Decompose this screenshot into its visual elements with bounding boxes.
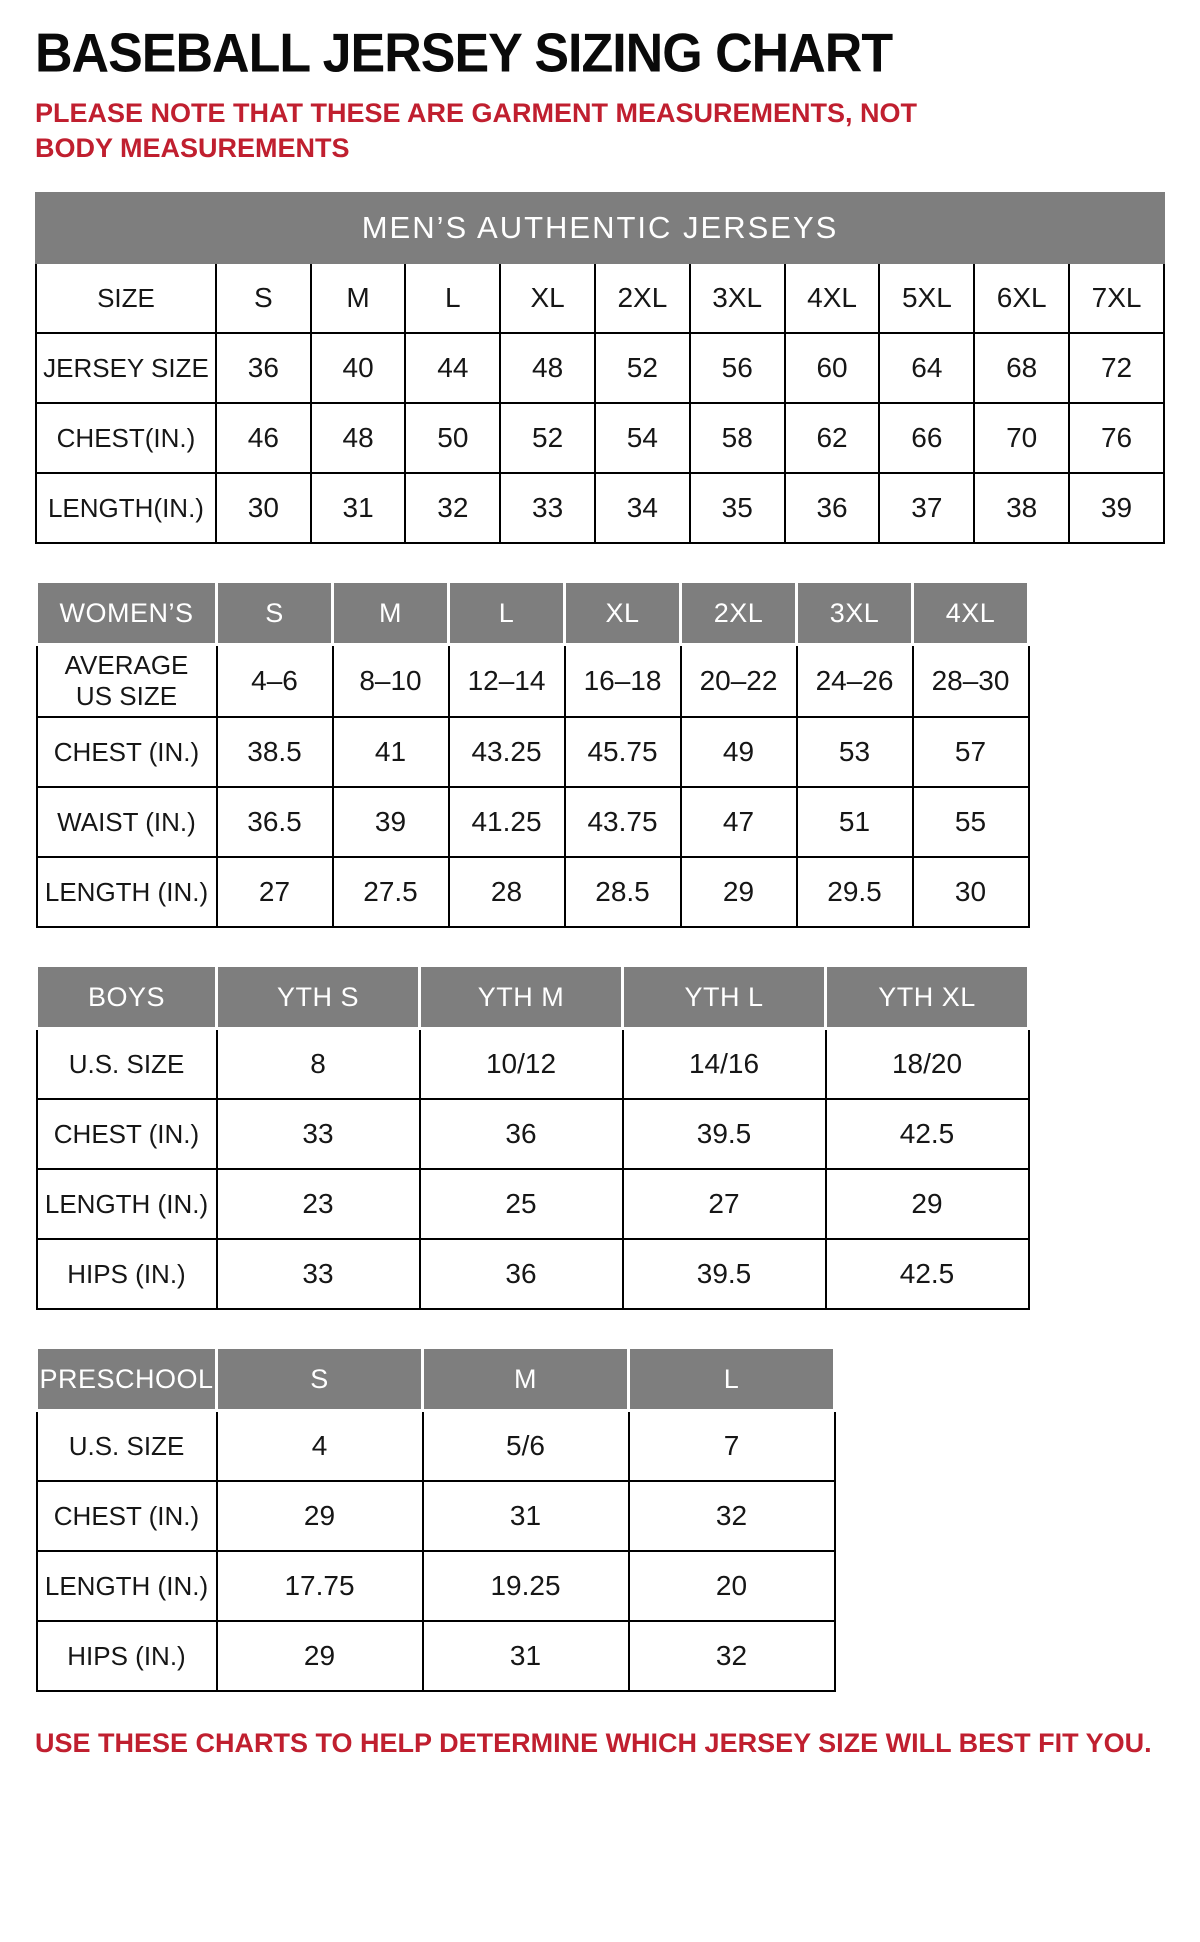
table-cell: 7 bbox=[629, 1411, 835, 1482]
table-cell: 31 bbox=[311, 473, 406, 543]
mens-sizing-table bbox=[35, 192, 1165, 544]
row-label: CHEST (IN.) bbox=[37, 717, 217, 787]
table-cell: 18/20 bbox=[826, 1029, 1029, 1100]
table-header-cell: 4XL bbox=[913, 582, 1029, 645]
table-cell: 48 bbox=[500, 333, 595, 403]
mens-jerseys-grid bbox=[35, 192, 1165, 544]
table-row bbox=[37, 1169, 1029, 1239]
preschool-jerseys-grid bbox=[35, 1346, 836, 1692]
table-cell: 32 bbox=[629, 1621, 835, 1691]
table-cell: 54 bbox=[595, 403, 690, 473]
table-cell: 31 bbox=[423, 1621, 629, 1691]
table-row bbox=[36, 263, 1164, 333]
table-header-cell: PRESCHOOL bbox=[37, 1348, 217, 1411]
table-cell: 4 bbox=[217, 1411, 423, 1482]
table-cell: 36 bbox=[216, 333, 311, 403]
table-cell: 47 bbox=[681, 787, 797, 857]
table-row bbox=[36, 403, 1164, 473]
table-cell: 53 bbox=[797, 717, 913, 787]
table-cell: 55 bbox=[913, 787, 1029, 857]
table-cell: 32 bbox=[405, 473, 500, 543]
row-label: JERSEY SIZE bbox=[36, 333, 216, 403]
table-cell: 29.5 bbox=[797, 857, 913, 927]
table-cell: 76 bbox=[1069, 403, 1164, 473]
table-header-cell: WOMEN’S bbox=[37, 582, 217, 645]
table-cell: 8 bbox=[217, 1029, 420, 1100]
table-row bbox=[37, 1029, 1029, 1100]
table-cell: 27.5 bbox=[333, 857, 449, 927]
table-cell: 33 bbox=[217, 1239, 420, 1309]
table-header-cell: YTH L bbox=[623, 966, 826, 1029]
table-cell: 52 bbox=[595, 333, 690, 403]
table-cell: 23 bbox=[217, 1169, 420, 1239]
table-cell: 2XL bbox=[595, 263, 690, 333]
table-cell: 48 bbox=[311, 403, 406, 473]
table-cell: 29 bbox=[217, 1621, 423, 1691]
table-header-cell: L bbox=[449, 582, 565, 645]
table-cell: 36 bbox=[420, 1239, 623, 1309]
table-row bbox=[37, 1621, 835, 1691]
table-header-cell: YTH M bbox=[420, 966, 623, 1029]
table-cell: 29 bbox=[217, 1481, 423, 1551]
table-cell: 39 bbox=[333, 787, 449, 857]
row-label: LENGTH(IN.) bbox=[36, 473, 216, 543]
table-cell: 57 bbox=[913, 717, 1029, 787]
mens-jerseys-banner: MEN’S AUTHENTIC JERSEYS bbox=[36, 193, 1164, 263]
table-cell: 32 bbox=[629, 1481, 835, 1551]
row-label: HIPS (IN.) bbox=[37, 1621, 217, 1691]
table-cell: 50 bbox=[405, 403, 500, 473]
table-header-cell: S bbox=[217, 582, 333, 645]
table-cell: 27 bbox=[623, 1169, 826, 1239]
table-header-cell: XL bbox=[565, 582, 681, 645]
table-cell: 29 bbox=[681, 857, 797, 927]
table-cell: 3XL bbox=[690, 263, 785, 333]
table-cell: 19.25 bbox=[423, 1551, 629, 1621]
table-cell: 52 bbox=[500, 403, 595, 473]
table-cell: 31 bbox=[423, 1481, 629, 1551]
table-row bbox=[37, 645, 1029, 718]
fit-advice-footer: USE THESE CHARTS TO HELP DETERMINE WHICH JERSEY SIZE WILL BEST FIT YOU. bbox=[35, 1728, 1152, 1759]
boys-sizing-table bbox=[35, 964, 1165, 1310]
table-row bbox=[37, 966, 1029, 1029]
row-label: SIZE bbox=[36, 263, 216, 333]
table-cell: 39.5 bbox=[623, 1099, 826, 1169]
table-cell: 16–18 bbox=[565, 645, 681, 718]
row-label: CHEST (IN.) bbox=[37, 1481, 217, 1551]
table-cell: L bbox=[405, 263, 500, 333]
row-label: U.S. SIZE bbox=[37, 1411, 217, 1482]
table-cell: 5/6 bbox=[423, 1411, 629, 1482]
table-row bbox=[37, 787, 1029, 857]
table-cell: 42.5 bbox=[826, 1239, 1029, 1309]
table-header-cell: L bbox=[629, 1348, 835, 1411]
row-label: LENGTH (IN.) bbox=[37, 857, 217, 927]
row-label: LENGTH (IN.) bbox=[37, 1169, 217, 1239]
table-cell: 39.5 bbox=[623, 1239, 826, 1309]
table-row bbox=[37, 1551, 835, 1621]
table-cell: 20–22 bbox=[681, 645, 797, 718]
table-row bbox=[37, 582, 1029, 645]
table-header-cell: M bbox=[423, 1348, 629, 1411]
table-cell: 36.5 bbox=[217, 787, 333, 857]
table-cell: 10/12 bbox=[420, 1029, 623, 1100]
table-cell: 27 bbox=[217, 857, 333, 927]
table-cell: 29 bbox=[826, 1169, 1029, 1239]
table-cell: 64 bbox=[879, 333, 974, 403]
table-cell: 28–30 bbox=[913, 645, 1029, 718]
row-label: HIPS (IN.) bbox=[37, 1239, 217, 1309]
row-label: CHEST (IN.) bbox=[37, 1099, 217, 1169]
table-cell: XL bbox=[500, 263, 595, 333]
table-cell: 45.75 bbox=[565, 717, 681, 787]
table-cell: 46 bbox=[216, 403, 311, 473]
table-cell: M bbox=[311, 263, 406, 333]
table-row bbox=[37, 1099, 1029, 1169]
table-row bbox=[37, 1411, 835, 1482]
table-row bbox=[37, 1348, 835, 1411]
table-cell: 30 bbox=[913, 857, 1029, 927]
table-cell: 8–10 bbox=[333, 645, 449, 718]
table-cell: 41 bbox=[333, 717, 449, 787]
table-cell: 39 bbox=[1069, 473, 1164, 543]
table-cell: 14/16 bbox=[623, 1029, 826, 1100]
table-cell: 5XL bbox=[879, 263, 974, 333]
row-label: U.S. SIZE bbox=[37, 1029, 217, 1100]
table-cell: 4–6 bbox=[217, 645, 333, 718]
womens-jerseys-grid bbox=[35, 580, 1030, 928]
table-cell: 34 bbox=[595, 473, 690, 543]
garment-measurement-note: PLEASE NOTE THAT THESE ARE GARMENT MEASUREMENTS, NOT BODY MEASUREMENTS bbox=[35, 98, 918, 164]
table-cell: 41.25 bbox=[449, 787, 565, 857]
table-cell: 60 bbox=[785, 333, 880, 403]
table-cell: 36 bbox=[420, 1099, 623, 1169]
table-header-cell: S bbox=[217, 1348, 423, 1411]
table-header-cell: 3XL bbox=[797, 582, 913, 645]
table-header-cell: YTH S bbox=[217, 966, 420, 1029]
table-cell: 66 bbox=[879, 403, 974, 473]
table-cell: 51 bbox=[797, 787, 913, 857]
table-cell: 49 bbox=[681, 717, 797, 787]
row-label: CHEST(IN.) bbox=[36, 403, 216, 473]
table-cell: 33 bbox=[217, 1099, 420, 1169]
table-cell: 58 bbox=[690, 403, 785, 473]
table-cell: 7XL bbox=[1069, 263, 1164, 333]
table-cell: 6XL bbox=[974, 263, 1069, 333]
table-row bbox=[37, 717, 1029, 787]
table-cell: 25 bbox=[420, 1169, 623, 1239]
table-cell: 38.5 bbox=[217, 717, 333, 787]
table-cell: 30 bbox=[216, 473, 311, 543]
table-cell: 28.5 bbox=[565, 857, 681, 927]
table-row bbox=[36, 333, 1164, 403]
table-header-cell: YTH XL bbox=[826, 966, 1029, 1029]
table-header-cell: BOYS bbox=[37, 966, 217, 1029]
table-cell: 33 bbox=[500, 473, 595, 543]
boys-jerseys-grid bbox=[35, 964, 1030, 1310]
table-cell: 37 bbox=[879, 473, 974, 543]
table-header-cell: 2XL bbox=[681, 582, 797, 645]
womens-sizing-table bbox=[35, 580, 1165, 928]
row-label: WAIST (IN.) bbox=[37, 787, 217, 857]
table-cell: 62 bbox=[785, 403, 880, 473]
table-header-cell: M bbox=[333, 582, 449, 645]
table-cell: 43.75 bbox=[565, 787, 681, 857]
table-cell: 17.75 bbox=[217, 1551, 423, 1621]
table-cell: 42.5 bbox=[826, 1099, 1029, 1169]
table-row bbox=[36, 473, 1164, 543]
table-cell: 70 bbox=[974, 403, 1069, 473]
table-row bbox=[37, 1239, 1029, 1309]
table-cell: 38 bbox=[974, 473, 1069, 543]
table-cell: 12–14 bbox=[449, 645, 565, 718]
table-cell: 36 bbox=[785, 473, 880, 543]
preschool-sizing-table bbox=[35, 1346, 1165, 1692]
table-cell: 43.25 bbox=[449, 717, 565, 787]
table-cell: 72 bbox=[1069, 333, 1164, 403]
page-title: BASEBALL JERSEY SIZING CHART bbox=[35, 23, 893, 84]
table-cell: S bbox=[216, 263, 311, 333]
table-cell: 56 bbox=[690, 333, 785, 403]
table-cell: 35 bbox=[690, 473, 785, 543]
table-cell: 68 bbox=[974, 333, 1069, 403]
table-cell: 28 bbox=[449, 857, 565, 927]
table-row bbox=[37, 857, 1029, 927]
row-label: LENGTH (IN.) bbox=[37, 1551, 217, 1621]
table-cell: 24–26 bbox=[797, 645, 913, 718]
table-row bbox=[37, 1481, 835, 1551]
row-label: AVERAGE US SIZE bbox=[37, 645, 217, 718]
table-cell: 40 bbox=[311, 333, 406, 403]
table-cell: 44 bbox=[405, 333, 500, 403]
table-cell: 4XL bbox=[785, 263, 880, 333]
table-cell: 20 bbox=[629, 1551, 835, 1621]
